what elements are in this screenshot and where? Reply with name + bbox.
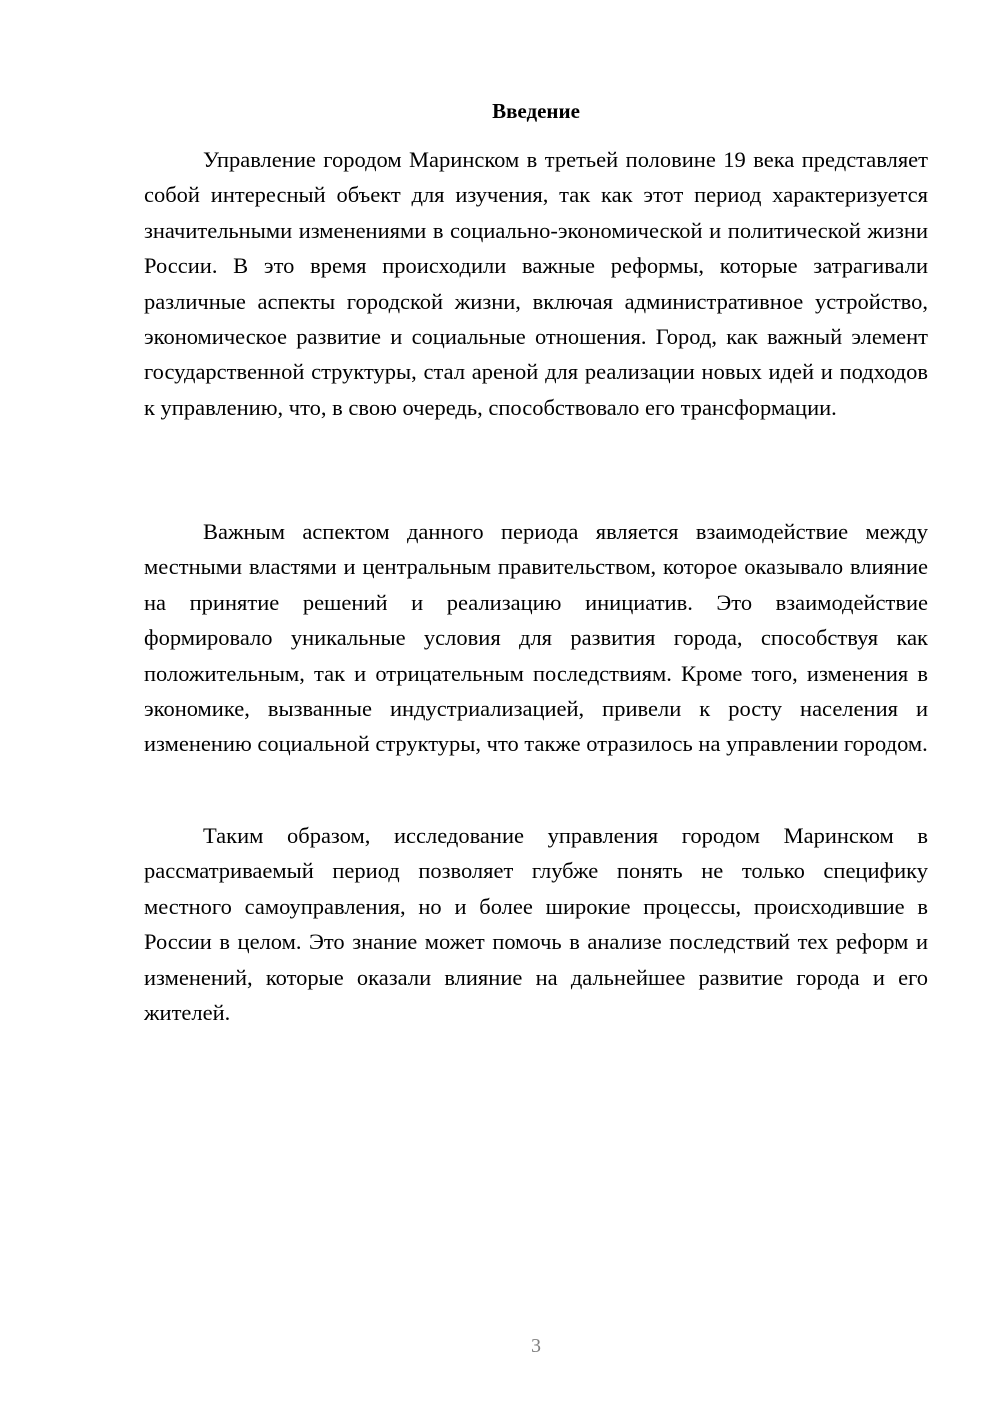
page-number: 3 bbox=[531, 1335, 541, 1357]
paragraph-2: Важным аспектом данного периода является взаимодействие между местными властями и центральным правительством, которое оказывало влияние на принятие решений и реализацию инициатив. Это взаимодействие формировало уникальные условия для развития города, способствуя как положительным, так и отрицательным последствиям. Кроме того, изменения в экономике, вызванные индустриализацией, привели к росту населения и изменению социальной структуры, что также отразилось на управлении городом. bbox=[144, 519, 928, 757]
paragraph-1: Управление городом Маринском в третьей половине 19 века представляет собой интересный объект для изучения, так как этот период характеризуется значительными изменениями в социально-экономической и политической жизни России. В это время происходили важные реформы, которые затрагивали различные аспекты городской жизни, включая административное устройство, экономическое развитие и социальные отношения. Город, как важный элемент государственной структуры, стал ареной для реализации новых идей и подходов к управлению, что, в свою очередь, способствовало его трансформации. bbox=[144, 147, 928, 420]
paragraph-3: Таким образом, исследование управления городом Маринском в рассматриваемый период позволяет глубже понять не только специфику местного самоуправления, но и более широкие процессы, происходившие в России в целом. Это знание может помочь в анализе последствий тех реформ и изменений, которые оказали влияние на дальнейшее развитие города и его жителей. bbox=[144, 823, 928, 1026]
section-title: Введение bbox=[492, 99, 580, 123]
